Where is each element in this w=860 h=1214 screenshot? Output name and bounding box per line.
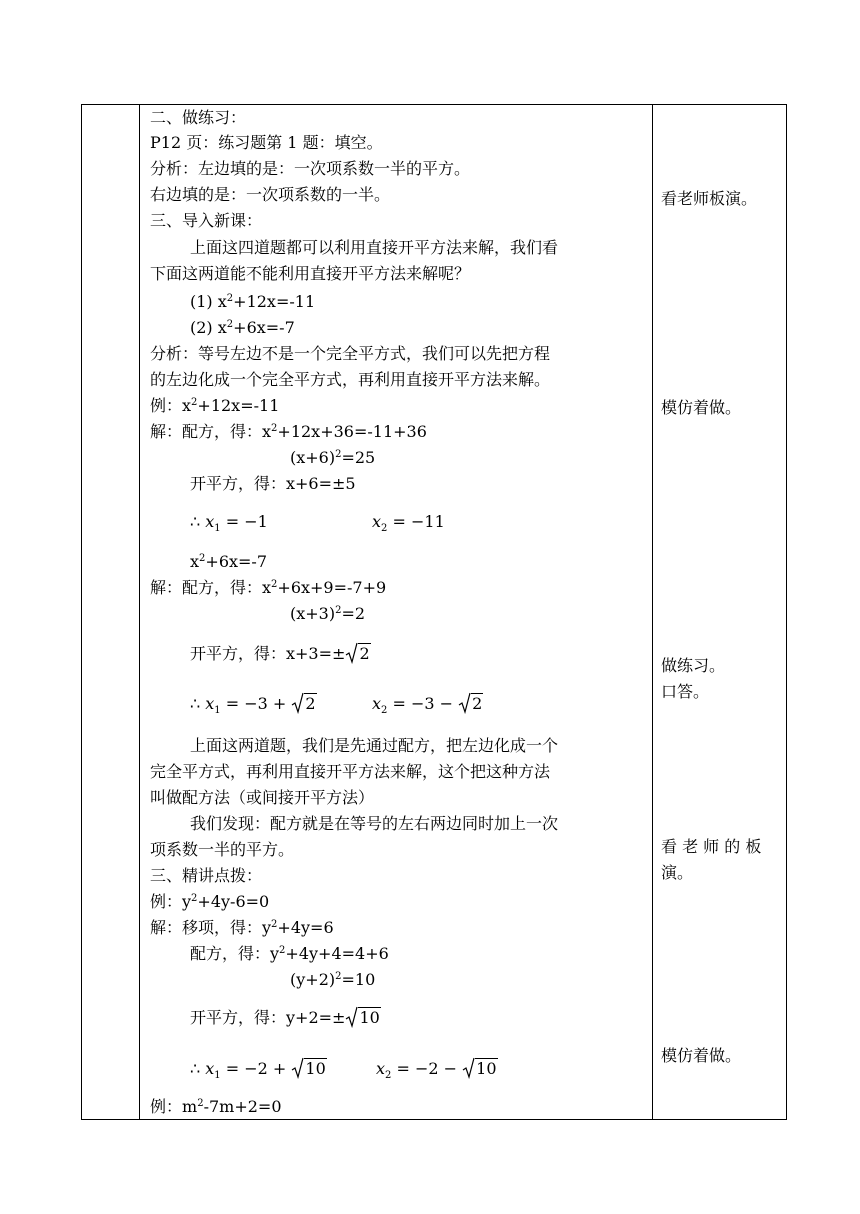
side-note: 演。 xyxy=(661,863,694,882)
text-line: 分析：等号左边不是一个完全平方式，我们可以先把方程 xyxy=(150,344,551,363)
equation: (2) $x^2+6x=-7$ xyxy=(190,318,295,337)
text-line: 项系数一半的平方。 xyxy=(150,840,295,859)
text-line: 叫做配方法（或间接开平方法） xyxy=(150,788,375,807)
solution-line: ∴ $x_1 = -2$ + 10 xyxy=(190,1059,326,1082)
column-divider xyxy=(652,105,653,1119)
section-heading: 三、导入新课： xyxy=(150,211,263,230)
equation: (1) $x^2+12x=-11$ xyxy=(190,292,316,311)
text-line: P12 页：练习题第 1 题：填空。 xyxy=(150,133,383,152)
sqrt-sign: 10 xyxy=(462,1059,497,1079)
side-note: 模仿着做。 xyxy=(661,398,742,417)
side-note: 看老师板演。 xyxy=(661,189,758,208)
equation: $x^2+6x=-7$ xyxy=(190,552,268,571)
equation: 例：$y^2+4y-6=0$ xyxy=(150,892,270,911)
equation: 开平方，得：y+2=± 10 xyxy=(190,1008,380,1027)
side-note: 看 老 师 的 板 xyxy=(661,837,762,856)
solution-line: ∴ $x_1 = -3$ + 2 xyxy=(190,694,316,717)
text-line: 上面这四道题都可以利用直接开平方法来解，我们看 xyxy=(190,238,559,257)
equation: 开平方，得：x+3=± 2 xyxy=(190,644,370,663)
equation: $(x+3)^2=2$ xyxy=(290,604,366,623)
equation: 解：配方，得：$x^2+6x+9=-7+9$ xyxy=(150,578,387,597)
side-note: 做练习。 xyxy=(661,656,726,675)
text-line: 完全平方式，再利用直接开平方法来解，这个把这种方法 xyxy=(150,762,551,781)
equation: $(x+6)^2=25$ xyxy=(290,448,376,467)
section-heading: 二、做练习： xyxy=(150,108,247,127)
text-line: 的左边化成一个完全平方式，再利用直接开平方法来解。 xyxy=(150,370,551,389)
solution-line: $x_2 = -2$ − 10 xyxy=(376,1059,497,1082)
text-line: 右边填的是：一次项系数的一半。 xyxy=(150,185,391,204)
sqrt-sign: 2 xyxy=(458,694,483,714)
solution-line: ∴ $x_1 = -1$ xyxy=(190,512,268,535)
sqrt-sign: 10 xyxy=(291,1059,326,1079)
side-note: 口答。 xyxy=(661,682,710,701)
equation: 解：配方，得：$x^2+12x+36=-11+36$ xyxy=(150,422,427,441)
text-line: 分析：左边填的是：一次项系数一半的平方。 xyxy=(150,159,471,178)
equation: 开平方，得：x+6=±5 xyxy=(190,474,356,493)
equation: 配方，得：$y^2+4y+4=4+6$ xyxy=(190,944,389,963)
side-note: 模仿着做。 xyxy=(661,1046,742,1065)
sqrt-sign: 10 xyxy=(345,1008,380,1028)
solution-line: $x_2 = -3$ − 2 xyxy=(372,694,483,717)
text-line: 我们发现：配方就是在等号的左右两边同时加上一次 xyxy=(190,814,559,833)
sqrt-sign: 2 xyxy=(345,644,370,664)
equation: 例：$m^2-7m+2=0$ xyxy=(150,1097,282,1116)
equation: $(y+2)^2=10$ xyxy=(290,970,376,989)
section-heading: 三、精讲点拨： xyxy=(150,866,263,885)
solution-line: $x_2 = -11$ xyxy=(372,512,445,535)
text-line: 下面这两道能不能利用直接开平方法来解呢？ xyxy=(150,264,471,283)
text-line: 上面这两道题，我们是先通过配方，把左边化成一个 xyxy=(190,736,559,755)
sqrt-sign: 2 xyxy=(291,694,316,714)
equation: 例：$x^2+12x=-11$ xyxy=(150,396,280,415)
equation: 解：移项，得：$y^2+4y=6$ xyxy=(150,918,334,937)
column-divider xyxy=(139,105,140,1119)
